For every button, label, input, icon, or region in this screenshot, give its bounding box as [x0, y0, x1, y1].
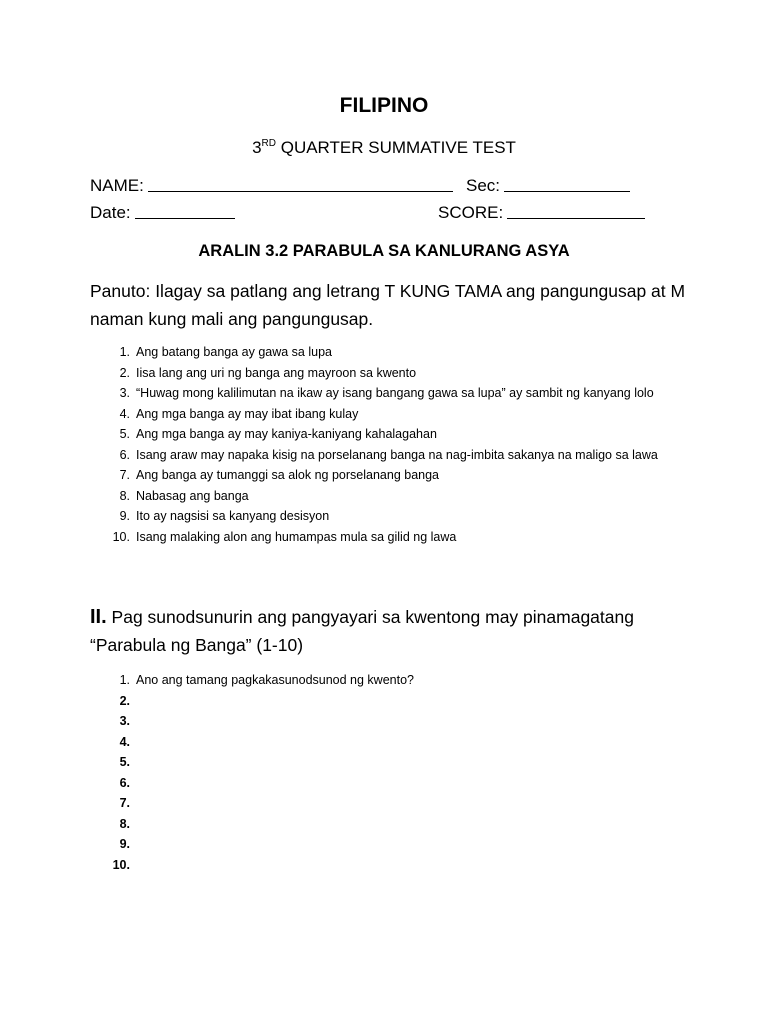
list-item-number: 6. [119, 447, 130, 462]
list-item [119, 691, 676, 712]
subtitle-ordinal-suffix: RD [261, 138, 276, 149]
document-subtitle [0, 138, 768, 158]
name-blank-line[interactable] [148, 176, 453, 192]
list-item-number: 10. [112, 529, 130, 544]
part2-roman-numeral: II. [90, 606, 107, 628]
list-item [119, 506, 676, 527]
sec-field [466, 176, 630, 196]
list-item [119, 404, 676, 425]
sec-blank-line[interactable] [504, 176, 630, 192]
list-item [119, 424, 676, 445]
list-item-number: 2. [119, 365, 130, 380]
date-field [90, 203, 235, 223]
subtitle-text: QUARTER SUMMATIVE TEST [276, 138, 516, 157]
list-item [112, 855, 676, 876]
list-item-text: Isang malaking alon ang humampas mula sa gilid ng lawa [136, 529, 457, 544]
date-label: Date: [90, 203, 131, 222]
list-item [119, 445, 676, 466]
list-item [119, 773, 676, 794]
list-item-text: Ang mga banga ay may ibat ibang kulay [136, 406, 359, 421]
list-item [119, 793, 676, 814]
part2-instruction-text: Pag sunodsunurin ang pangyayari sa kwentong may pinamagatang “Parabula ng Banga” (1-10) [90, 607, 634, 655]
list-item [119, 342, 676, 363]
list-item-number: 1. [119, 673, 130, 687]
list-item-number: 10. [112, 857, 130, 872]
score-field [438, 203, 645, 223]
list-item-number: 5. [119, 755, 130, 769]
list-item-text: Ano ang tamang pagkakasunodsunod ng kwento? [136, 673, 414, 687]
list-item-text: “Huwag mong kalilimutan na ikaw ay isang bangang gawa sa lupa” ay sambit ng kanyang lolo [136, 386, 654, 400]
part2-instruction [90, 603, 690, 659]
list-item [119, 465, 676, 486]
list-item-number: 8. [119, 816, 130, 831]
list-item [119, 752, 676, 773]
list-item-text: Iisa lang ang uri ng banga ang mayroon sa kwento [136, 365, 417, 380]
list-item [119, 383, 676, 404]
list-item [119, 732, 676, 753]
date-blank-line[interactable] [135, 203, 235, 219]
list-item-number: 7. [119, 468, 130, 482]
list-item [112, 527, 676, 548]
list-item-number: 6. [119, 775, 130, 790]
list-item [119, 834, 676, 855]
part1-instruction: Panuto: Ilagay sa patlang ang letrang T KUNG TAMA ang pangungusap at M naman kung mali ang pangungusap. [90, 281, 686, 329]
list-item-number: 7. [119, 796, 130, 810]
list-item-text: Ito ay nagsisi sa kanyang desisyon [136, 509, 330, 523]
list-item [119, 814, 676, 835]
part2-item-list [112, 670, 676, 875]
list-item-text: Isang araw may napaka kisig na porselanang banga na nag-imbita sakanya na maligo sa lawa [136, 447, 658, 462]
score-label: SCORE: [438, 203, 504, 222]
list-item-number: 5. [119, 427, 130, 441]
list-item [119, 486, 676, 507]
document-title: FILIPINO [339, 94, 429, 117]
list-item-number: 9. [119, 509, 130, 523]
list-item-number: 2. [119, 693, 130, 708]
name-label: NAME: [90, 176, 144, 195]
list-item-text: Ang banga ay tumanggi sa alok ng porselanang banga [136, 468, 440, 482]
list-item-text: Ang batang banga ay gawa sa lupa [136, 345, 332, 359]
list-item-number: 4. [119, 406, 130, 421]
list-item [119, 363, 676, 384]
name-field [90, 176, 453, 196]
list-item [119, 670, 676, 691]
subtitle-number: 3 [252, 138, 262, 157]
part1-item-list [112, 342, 676, 547]
list-item-number: 8. [119, 488, 130, 503]
list-item-number: 1. [119, 345, 130, 359]
list-item-text: Nabasag ang banga [136, 488, 249, 503]
score-blank-line[interactable] [507, 203, 645, 219]
list-item-number: 3. [119, 386, 130, 400]
sec-label: Sec: [466, 176, 501, 195]
list-item [119, 711, 676, 732]
section-title: ARALIN 3.2 PARABULA SA KANLURANG ASYA [198, 242, 570, 260]
list-item-number: 4. [119, 734, 130, 749]
list-item-number: 9. [119, 837, 130, 851]
list-item-text: Ang mga banga ay may kaniya-kaniyang kahalagahan [136, 427, 437, 441]
list-item-number: 3. [119, 714, 130, 728]
